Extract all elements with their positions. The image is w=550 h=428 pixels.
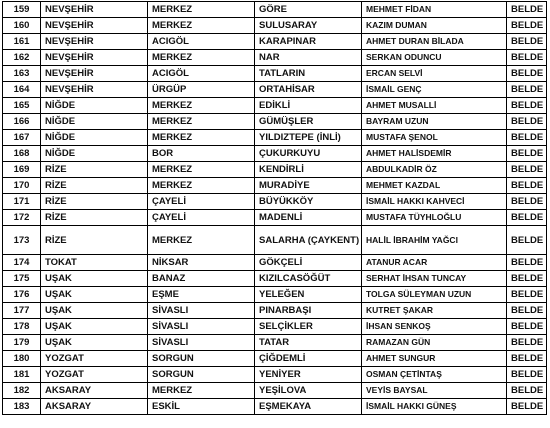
row-number-cell: 160 — [3, 18, 41, 34]
row-number-cell: 175 — [3, 271, 41, 287]
type-cell: BELDE — [507, 34, 547, 50]
province-cell: YOZGAT — [41, 367, 148, 383]
province-cell: UŞAK — [41, 287, 148, 303]
province-cell: UŞAK — [41, 303, 148, 319]
table-row — [3, 178, 547, 194]
type-cell: BELDE — [507, 319, 547, 335]
town-cell: MURADİYE — [255, 178, 362, 194]
town-cell: KENDİRLİ — [255, 162, 362, 178]
province-cell: NEVŞEHİR — [41, 50, 148, 66]
row-number-cell: 162 — [3, 50, 41, 66]
district-cell: SORGUN — [148, 351, 255, 367]
district-cell: BANAZ — [148, 271, 255, 287]
district-cell: BOR — [148, 146, 255, 162]
town-cell: BÜYÜKKÖY — [255, 194, 362, 210]
town-cell: GÖKÇELİ — [255, 255, 362, 271]
table-body — [3, 2, 547, 415]
town-cell: YENİYER — [255, 367, 362, 383]
row-number-cell: 179 — [3, 335, 41, 351]
table-row — [3, 146, 547, 162]
type-cell: BELDE — [507, 271, 547, 287]
town-cell: SELÇİKLER — [255, 319, 362, 335]
mayor-name-cell: KUTRET ŞAKAR — [362, 303, 507, 319]
town-cell: TATAR — [255, 335, 362, 351]
town-cell: YEŞİLOVA — [255, 383, 362, 399]
table-row — [3, 210, 547, 226]
province-cell: NEVŞEHİR — [41, 66, 148, 82]
district-cell: SİVASLI — [148, 335, 255, 351]
mayor-name-cell: İSMAİL HAKKI KAHVECİ — [362, 194, 507, 210]
type-cell: BELDE — [507, 367, 547, 383]
table-row — [3, 2, 547, 18]
type-cell: BELDE — [507, 210, 547, 226]
table-row — [3, 335, 547, 351]
type-cell: BELDE — [507, 178, 547, 194]
type-cell: BELDE — [507, 162, 547, 178]
district-cell: SİVASLI — [148, 303, 255, 319]
table-row — [3, 98, 547, 114]
row-number-cell: 164 — [3, 82, 41, 98]
mayor-name-cell: İSMAİL GENÇ — [362, 82, 507, 98]
table-row — [3, 194, 547, 210]
province-cell: AKSARAY — [41, 383, 148, 399]
table-row — [3, 287, 547, 303]
row-number-cell: 167 — [3, 130, 41, 146]
province-cell: RİZE — [41, 194, 148, 210]
table-row — [3, 319, 547, 335]
type-cell: BELDE — [507, 351, 547, 367]
type-cell: BELDE — [507, 287, 547, 303]
mayor-name-cell: İSMAİL HAKKI GÜNEŞ — [362, 399, 507, 415]
mayor-name-cell: AHMET DURAN BİLADA — [362, 34, 507, 50]
mayor-name-cell: MEHMET FİDAN — [362, 2, 507, 18]
town-cell: NAR — [255, 50, 362, 66]
province-cell: RİZE — [41, 162, 148, 178]
type-cell: BELDE — [507, 194, 547, 210]
table-row — [3, 34, 547, 50]
province-cell: TOKAT — [41, 255, 148, 271]
province-cell: NİĞDE — [41, 114, 148, 130]
row-number-cell: 161 — [3, 34, 41, 50]
mayor-name-cell: TOLGA SÜLEYMAN UZUN — [362, 287, 507, 303]
district-cell: MERKEZ — [148, 130, 255, 146]
province-cell: RİZE — [41, 178, 148, 194]
province-cell: UŞAK — [41, 271, 148, 287]
district-cell: ÇAYELİ — [148, 194, 255, 210]
row-number-cell: 181 — [3, 367, 41, 383]
row-number-cell: 169 — [3, 162, 41, 178]
row-number-cell: 168 — [3, 146, 41, 162]
district-cell: MERKEZ — [148, 18, 255, 34]
table-row — [3, 383, 547, 399]
town-cell: SALARHA (ÇAYKENT) — [255, 226, 362, 255]
mayor-name-cell: HALİL İBRAHİM YAĞCI — [362, 226, 507, 255]
district-cell: SORGUN — [148, 367, 255, 383]
type-cell: BELDE — [507, 383, 547, 399]
type-cell: BELDE — [507, 114, 547, 130]
table-row — [3, 351, 547, 367]
province-cell: NEVŞEHİR — [41, 18, 148, 34]
row-number-cell: 166 — [3, 114, 41, 130]
province-cell: NEVŞEHİR — [41, 82, 148, 98]
district-cell: SİVASLI — [148, 319, 255, 335]
province-cell: NEVŞEHİR — [41, 2, 148, 18]
district-cell: ÜRGÜP — [148, 82, 255, 98]
mayor-name-cell: VEYİS BAYSAL — [362, 383, 507, 399]
table-row — [3, 255, 547, 271]
town-cell: TATLARIN — [255, 66, 362, 82]
row-number-cell: 177 — [3, 303, 41, 319]
district-cell: MERKEZ — [148, 2, 255, 18]
mayor-name-cell: AHMET MUSALLİ — [362, 98, 507, 114]
town-cell: GÜMÜŞLER — [255, 114, 362, 130]
row-number-cell: 159 — [3, 2, 41, 18]
district-cell: MERKEZ — [148, 50, 255, 66]
row-number-cell: 174 — [3, 255, 41, 271]
mayor-name-cell: ATANUR ACAR — [362, 255, 507, 271]
type-cell: BELDE — [507, 399, 547, 415]
row-number-cell: 180 — [3, 351, 41, 367]
table-row — [3, 367, 547, 383]
district-cell: ACIGÖL — [148, 34, 255, 50]
table-row — [3, 303, 547, 319]
row-number-cell: 178 — [3, 319, 41, 335]
district-cell: MERKEZ — [148, 226, 255, 255]
table-row — [3, 66, 547, 82]
province-cell: RİZE — [41, 226, 148, 255]
row-number-cell: 176 — [3, 287, 41, 303]
row-number-cell: 172 — [3, 210, 41, 226]
table-row — [3, 114, 547, 130]
type-cell: BELDE — [507, 66, 547, 82]
town-cell: YELEĞEN — [255, 287, 362, 303]
mayor-name-cell: ABDULKADİR ÖZ — [362, 162, 507, 178]
row-number-cell: 182 — [3, 383, 41, 399]
district-cell: ACIGÖL — [148, 66, 255, 82]
row-number-cell: 163 — [3, 66, 41, 82]
type-cell: BELDE — [507, 98, 547, 114]
province-cell: NEVŞEHİR — [41, 34, 148, 50]
town-cell: ÇİĞDEMLİ — [255, 351, 362, 367]
type-cell: BELDE — [507, 226, 547, 255]
table-row — [3, 82, 547, 98]
mayor-name-cell: İHSAN SENKOŞ — [362, 319, 507, 335]
type-cell: BELDE — [507, 335, 547, 351]
town-cell: KIZILCASÖĞÜT — [255, 271, 362, 287]
district-cell: MERKEZ — [148, 98, 255, 114]
town-cell: MADENLİ — [255, 210, 362, 226]
province-cell: NİĞDE — [41, 130, 148, 146]
district-cell: MERKEZ — [148, 178, 255, 194]
table-row — [3, 18, 547, 34]
province-cell: NİĞDE — [41, 146, 148, 162]
type-cell: BELDE — [507, 82, 547, 98]
type-cell: BELDE — [507, 255, 547, 271]
row-number-cell: 183 — [3, 399, 41, 415]
town-cell: SULUSARAY — [255, 18, 362, 34]
table-row — [3, 271, 547, 287]
province-cell: RİZE — [41, 210, 148, 226]
type-cell: BELDE — [507, 18, 547, 34]
mayor-name-cell: SERKAN ODUNCU — [362, 50, 507, 66]
mayor-name-cell: ERCAN SELVİ — [362, 66, 507, 82]
table-row — [3, 130, 547, 146]
town-cell: EDİKLİ — [255, 98, 362, 114]
district-cell: MERKEZ — [148, 162, 255, 178]
type-cell: BELDE — [507, 2, 547, 18]
table-row — [3, 162, 547, 178]
mayor-name-cell: BAYRAM UZUN — [362, 114, 507, 130]
province-cell: AKSARAY — [41, 399, 148, 415]
district-cell: NİKSAR — [148, 255, 255, 271]
mayor-name-cell: AHMET HALİSDEMİR — [362, 146, 507, 162]
row-number-cell: 165 — [3, 98, 41, 114]
row-number-cell: 170 — [3, 178, 41, 194]
type-cell: BELDE — [507, 146, 547, 162]
mayor-name-cell: OSMAN ÇETİNTAŞ — [362, 367, 507, 383]
mayor-name-cell: MEHMET KAZDAL — [362, 178, 507, 194]
town-cell: EŞMEKAYA — [255, 399, 362, 415]
province-cell: UŞAK — [41, 319, 148, 335]
municipality-table — [2, 1, 547, 415]
district-cell: MERKEZ — [148, 114, 255, 130]
province-cell: UŞAK — [41, 335, 148, 351]
district-cell: EŞME — [148, 287, 255, 303]
province-cell: YOZGAT — [41, 351, 148, 367]
mayor-name-cell: AHMET SUNGUR — [362, 351, 507, 367]
town-cell: GÖRE — [255, 2, 362, 18]
town-cell: PINARBAŞI — [255, 303, 362, 319]
district-cell: ESKİL — [148, 399, 255, 415]
town-cell: KARAPINAR — [255, 34, 362, 50]
province-cell: NİĞDE — [41, 98, 148, 114]
table-row — [3, 50, 547, 66]
row-number-cell: 173 — [3, 226, 41, 255]
type-cell: BELDE — [507, 50, 547, 66]
town-cell: YILDIZTEPE (İNLİ) — [255, 130, 362, 146]
mayor-name-cell: MUSTAFA TÜYHLOĞLU — [362, 210, 507, 226]
mayor-name-cell: SERHAT İHSAN TUNCAY — [362, 271, 507, 287]
town-cell: ORTAHİSAR — [255, 82, 362, 98]
town-cell: ÇUKURKUYU — [255, 146, 362, 162]
district-cell: ÇAYELİ — [148, 210, 255, 226]
table-row — [3, 226, 547, 255]
table-row — [3, 399, 547, 415]
mayor-name-cell: MUSTAFA ŞENOL — [362, 130, 507, 146]
row-number-cell: 171 — [3, 194, 41, 210]
type-cell: BELDE — [507, 130, 547, 146]
mayor-name-cell: RAMAZAN GÜN — [362, 335, 507, 351]
type-cell: BELDE — [507, 303, 547, 319]
mayor-name-cell: KAZIM DUMAN — [362, 18, 507, 34]
district-cell: MERKEZ — [148, 383, 255, 399]
